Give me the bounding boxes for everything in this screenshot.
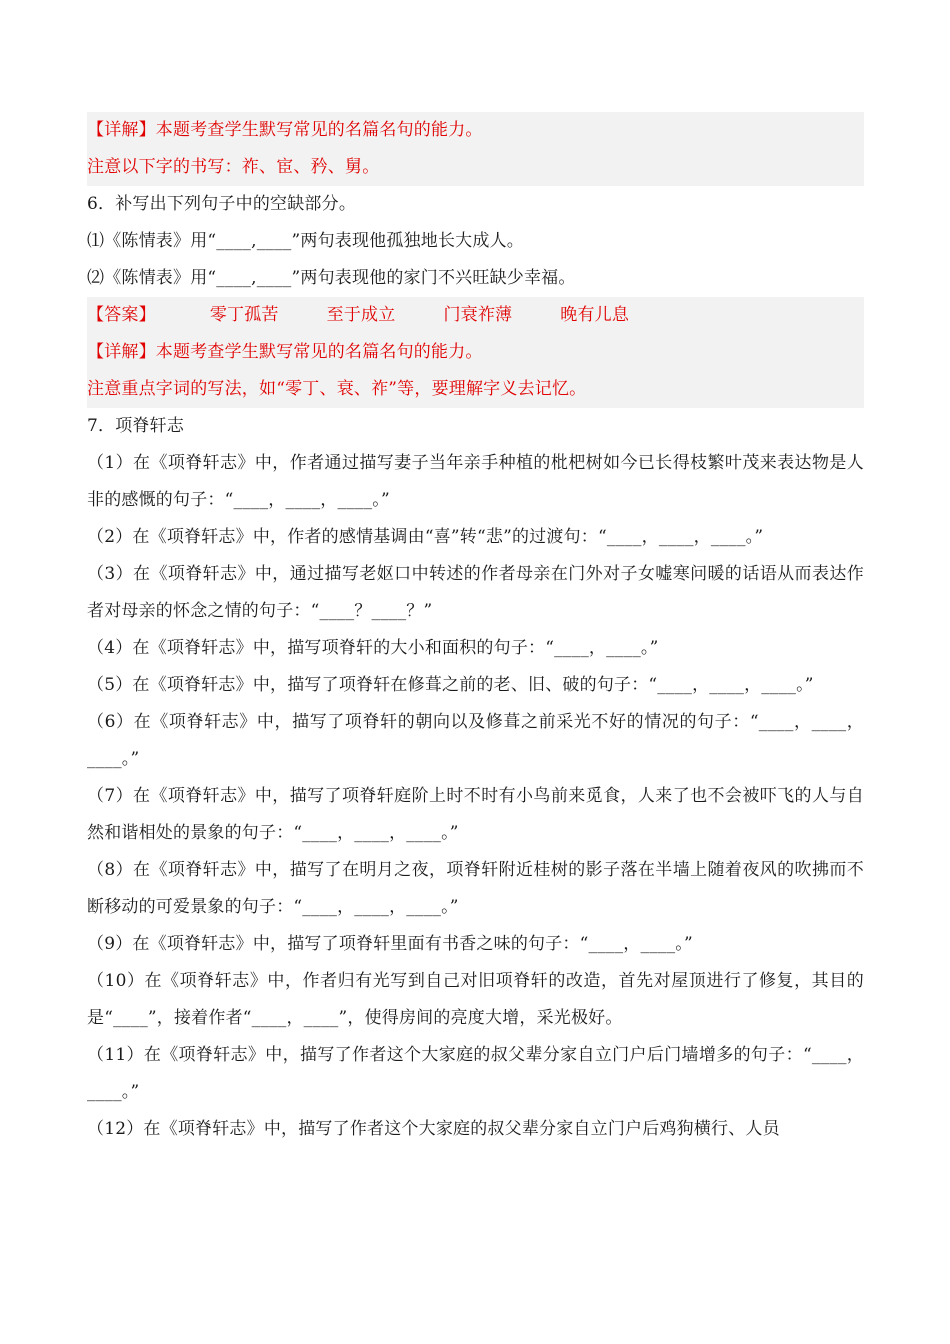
question-7-item: （7）在《项脊轩志》中，描写了项脊轩庭阶上时不时有小鸟前来觅食，人来了也不会被吓飞的人与自然和谐相处的景象的句子：“____，____，____。” (87, 786, 864, 843)
question-7-item: （1）在《项脊轩志》中，作者通过描写妻子当年亲手种植的枇杷树如今已长得枝繁叶茂来表达物是人非的感慨的句子：“____，____，____。” (87, 453, 864, 510)
note-line-6: 注意重点字词的写法，如“零丁、衰、祚”等，要理解字义去记忆。 (87, 371, 864, 408)
note-line-5: 注意以下字的书写：祚、宦、矜、舅。 (87, 149, 864, 186)
answer-item: 零丁孤苦 (209, 305, 279, 325)
detail-line-6: 【详解】本题考查学生默写常见的名篇名句的能力。 (87, 334, 864, 371)
question-7-item: （10）在《项脊轩志》中，作者归有光写到自己对旧项脊轩的改造，首先对屋顶进行了修复，其目的是“____”，接着作者“____，____”，使得房间的亮度大增，采光极好。 (87, 971, 864, 1028)
answer-line-6 (87, 297, 864, 334)
question-6-title: 6．补写出下列句子中的空缺部分。 (87, 194, 357, 214)
question-6-sentence-1: ⑴《陈情表》用“____,____”两句表现他孤独地长大成人。 (87, 231, 524, 251)
document-content (87, 112, 864, 1148)
answer-item: 门衰祚薄 (443, 305, 513, 325)
answer-item: 晚有儿息 (560, 305, 630, 325)
question-6-sentence-2: ⑵《陈情表》用“____,____”两句表现他的家门不兴旺缺少幸福。 (87, 268, 576, 288)
question-7-title: 7．项脊轩志 (87, 416, 185, 436)
question-7-item: （11）在《项脊轩志》中，描写了作者这个大家庭的叔父辈分家自立门户后门墙增多的句子：“____，____。” (87, 1045, 864, 1102)
question-7-item: （2）在《项脊轩志》中，作者的感情基调由“喜”转“悲”的过渡句：“____，____，____。” (87, 527, 764, 547)
answer-item: 至于成立 (326, 305, 396, 325)
question-7-item: （6）在《项脊轩志》中，描写了项脊轩的朝向以及修葺之前采光不好的情况的句子：“____，____，____。” (87, 712, 864, 769)
detail-line-5: 【详解】本题考查学生默写常见的名篇名句的能力。 (87, 112, 864, 149)
question-7-item: （5）在《项脊轩志》中，描写了项脊轩在修葺之前的老、旧、破的句子：“____，____，____。” (87, 675, 814, 695)
answer-label: 【答案】 (87, 305, 156, 325)
question-7-item: （12）在《项脊轩志》中，描写了作者这个大家庭的叔父辈分家自立门户后鸡狗横行、人员 (87, 1119, 780, 1139)
question-7-item: （3）在《项脊轩志》中，通过描写老妪口中转述的作者母亲在门外对子女嘘寒问暖的话语从而表达作者对母亲的怀念之情的句子：“____？____？” (87, 564, 864, 621)
question-7-item: （8）在《项脊轩志》中，描写了在明月之夜，项脊轩附近桂树的影子落在半墙上随着夜风的吹拂而不断移动的可爱景象的句子：“____，____，____。” (87, 860, 864, 917)
question-7-item: （9）在《项脊轩志》中，描写了项脊轩里面有书香之味的句子：“____，____。” (87, 934, 693, 954)
question-7-item: （4）在《项脊轩志》中，描写项脊轩的大小和面积的句子：“____，____。” (87, 638, 659, 658)
